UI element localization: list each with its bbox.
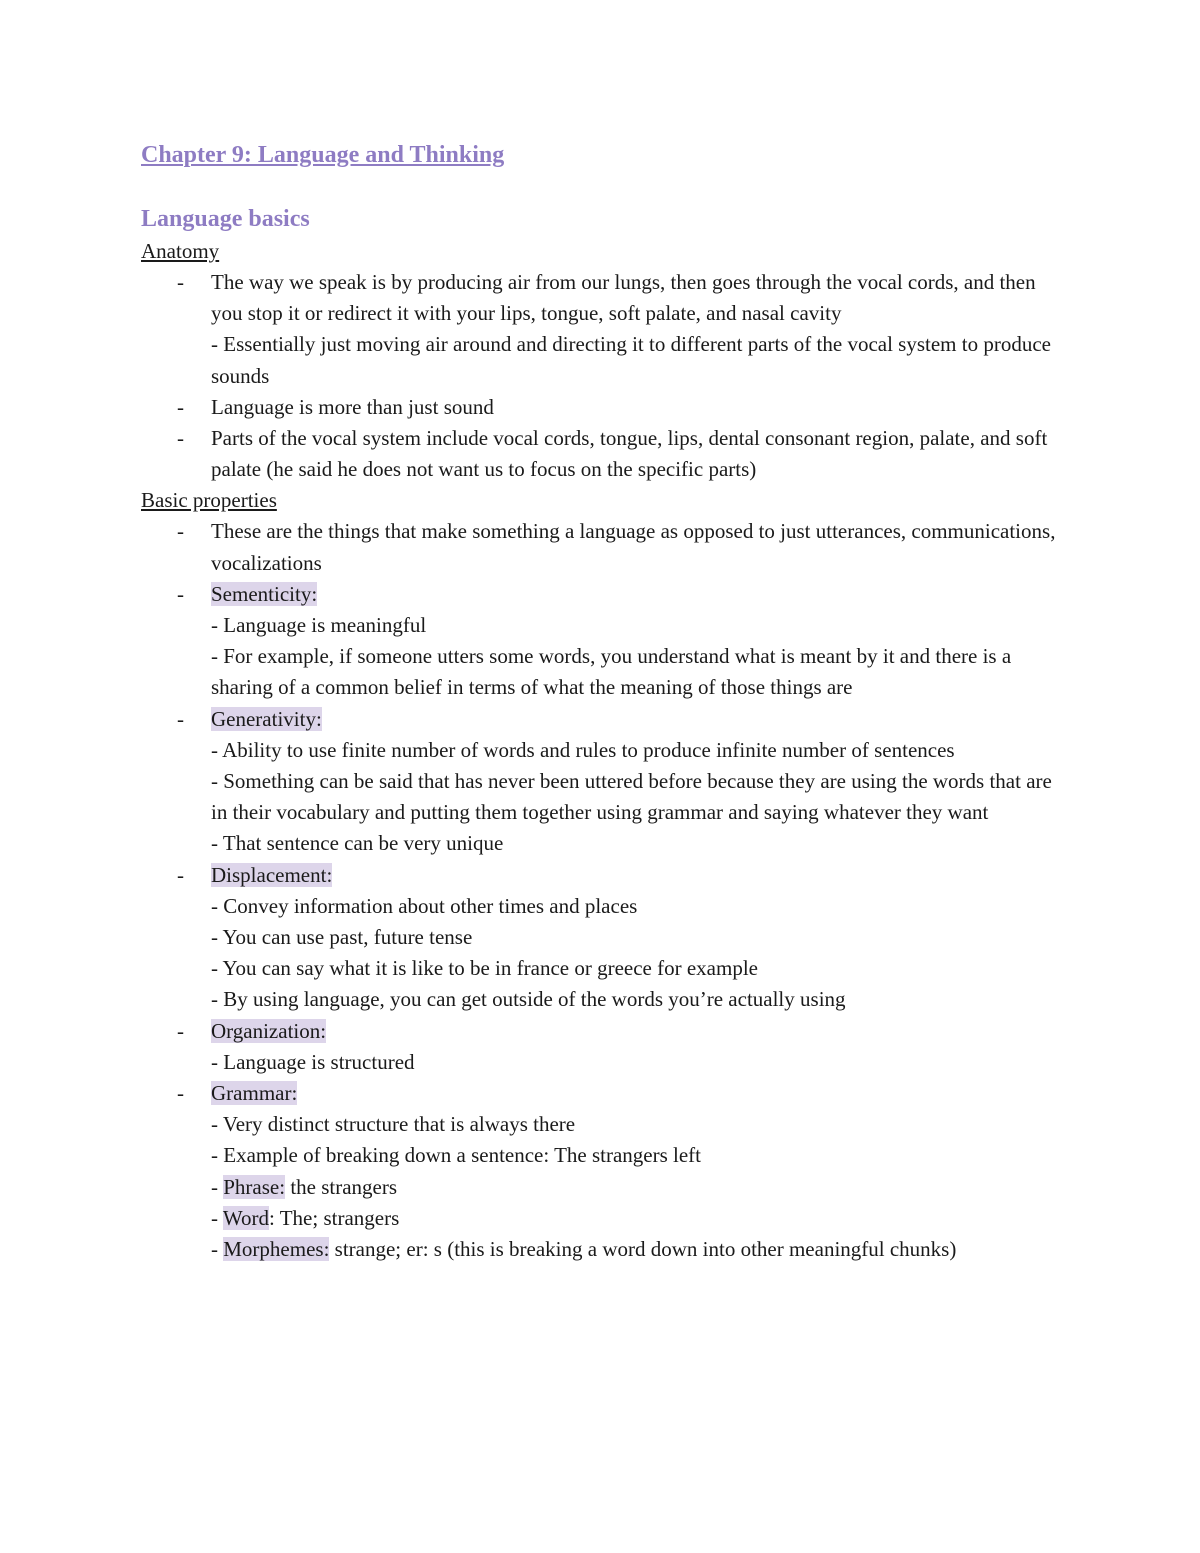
highlighted-term: Generativity:	[211, 706, 322, 731]
phrase-example: the strangers	[285, 1174, 398, 1199]
highlighted-term: Grammar:	[211, 1081, 298, 1106]
basic-properties-heading: Basic properties	[141, 488, 277, 513]
chapter-title: Chapter 9: Language and Thinking	[141, 142, 505, 168]
list-item-text: - Parts of the vocal system include vocal cords, tongue, lips, dental consonant region, palate, and soft palate (he said he does not want us to focus on the specific parts)	[211, 426, 1048, 482]
list-item-text: - These are the things that make something a language as opposed to just utterances, communications, vocalizations	[211, 519, 1056, 575]
list-item-text: - The way we speak is by producing air from our lungs, then goes through the vocal cords, and then you stop it or redirect it with your lips, tongue, soft palate, and nasal cavity	[211, 270, 1036, 326]
highlighted-term: Phrase:	[223, 1174, 286, 1199]
list-item	[141, 267, 1061, 392]
highlighted-term: Morphemes:	[223, 1237, 330, 1262]
basic-properties-list	[141, 516, 1061, 1265]
highlighted-term: Displacement:	[211, 862, 333, 887]
grammar-morphemes-line	[211, 1234, 1061, 1265]
highlighted-term: Sementicity:	[211, 581, 318, 606]
list-item	[141, 516, 1061, 578]
anatomy-heading: Anatomy	[141, 239, 220, 263]
document-page	[141, 138, 1061, 1265]
list-item-generativity	[141, 704, 1061, 860]
list-item-subtext: - Example of breaking down a sentence: The strangers left	[211, 1143, 702, 1168]
list-item-subtext: - By using language, you can get outside of the words you’re actually using	[211, 987, 846, 1012]
dash-prefix: -	[211, 1174, 224, 1199]
list-item-subtext: - Ability to use finite number of words and rules to produce infinite number of sentences	[211, 737, 955, 762]
list-item	[141, 392, 1061, 423]
list-item-subtext: - For example, if someone utters some words, you understand what is meant by it and there is a sharing of a common belief in terms of what the meaning of those things are	[211, 644, 1012, 700]
list-item-subtext: - Something can be said that has never been uttered before because they are using the words that are in their vocabulary and putting them together using grammar and saying whatever they want	[211, 769, 1052, 825]
list-item-text: - Language is more than just sound	[211, 394, 494, 419]
list-item-subtext: - Convey information about other times and places	[211, 893, 638, 918]
highlighted-term: Word	[222, 1205, 270, 1230]
grammar-phrase-line	[211, 1172, 1061, 1203]
list-item-subtext: - Language is structured	[211, 1049, 415, 1074]
highlighted-term: Organization:	[211, 1018, 327, 1043]
grammar-word-line	[211, 1203, 1061, 1234]
dash-prefix: -	[211, 1205, 223, 1230]
list-item-displacement	[141, 860, 1061, 1016]
morphemes-example: strange; er: s (this is breaking a word down into other meaningful chunks)	[329, 1237, 957, 1262]
list-item-subtext: - Very distinct structure that is always there	[211, 1112, 576, 1137]
list-item-grammar	[141, 1078, 1061, 1265]
list-item-subtext: - You can use past, future tense	[211, 925, 473, 950]
section-title: Language basics	[141, 206, 310, 232]
dash-prefix: -	[211, 1237, 224, 1262]
list-item-semanticity	[141, 579, 1061, 704]
list-item-subtext: - Language is meaningful	[211, 613, 427, 638]
list-item-subtext: - That sentence can be very unique	[211, 831, 504, 856]
list-item	[141, 423, 1061, 485]
list-item-subtext: - Essentially just moving air around and directing it to different parts of the vocal system to produce sounds	[211, 332, 1051, 388]
anatomy-list	[141, 267, 1061, 485]
word-example: : The; strangers	[269, 1205, 400, 1230]
list-item-organization	[141, 1016, 1061, 1078]
list-item-subtext: - You can say what it is like to be in france or greece for example	[211, 956, 758, 981]
